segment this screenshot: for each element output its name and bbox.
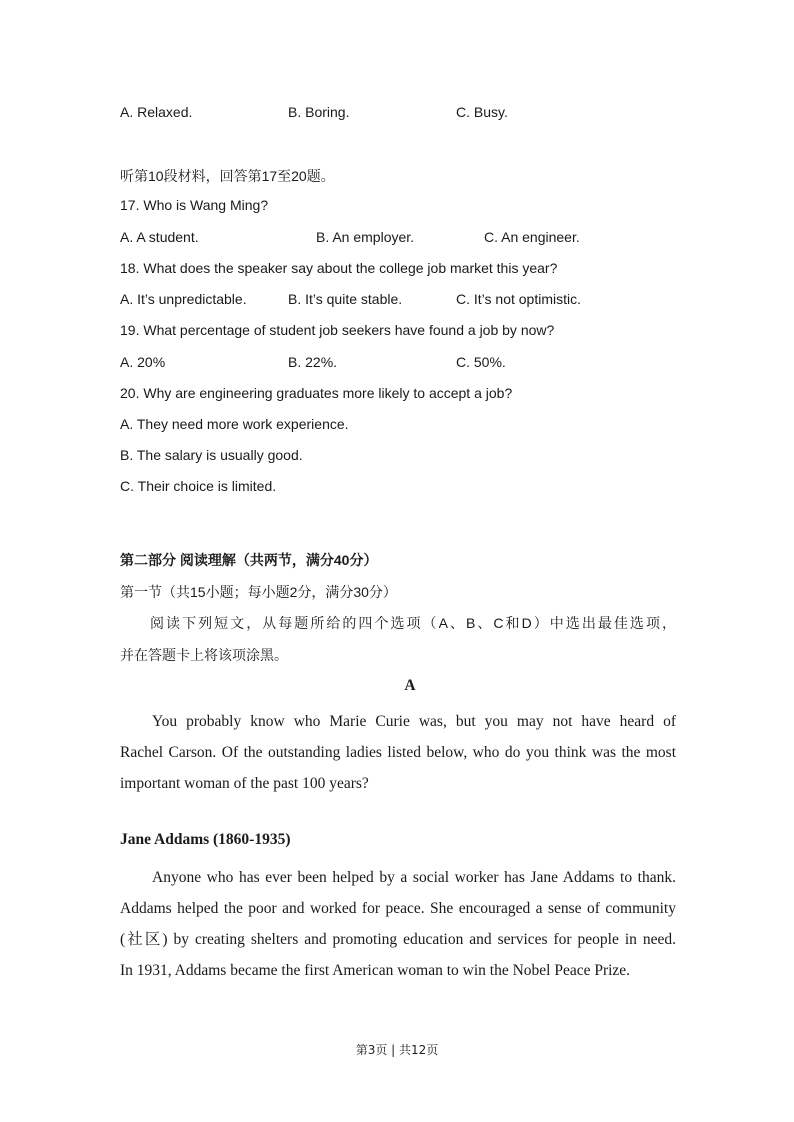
jane-line-3: (社区) by creating shelters and promoting education and services for people in need. (120, 931, 676, 948)
q20-option-c: C. Their choice is limited. (120, 478, 277, 494)
q18-option-c: C. It’s not optimistic. (456, 291, 582, 307)
intro-paragraph (120, 706, 676, 799)
section10-intro: 听第10段材料，回答第17至20题。 (120, 168, 335, 184)
jane-addams-heading: Jane Addams (1860-1935) (120, 831, 291, 848)
q19-option-a: A. 20% (120, 354, 166, 370)
q20-option-a: A. They need more work experience. (120, 416, 349, 432)
passage-label: A (404, 677, 416, 694)
q17-option-c: C. An engineer. (484, 229, 580, 245)
q20-option-b: B. The salary is usually good. (120, 447, 303, 463)
jane-line-2: Addams helped the poor and worked for peace. She encouraged a sense of community (120, 900, 676, 917)
q18-option-a: A. It’s unpredictable. (120, 291, 247, 307)
jane-addams-paragraph (120, 862, 676, 986)
q17-stem: 17. Who is Wang Ming? (120, 197, 269, 213)
q16-option-c: C. Busy. (456, 104, 508, 120)
q18-option-b: B. It’s quite stable. (288, 291, 403, 307)
intro-line-1: You probably know who Marie Curie was, but you may not have heard of (152, 713, 676, 730)
part2-title: 第二部分 阅读理解（共两节，满分40分） (120, 552, 378, 568)
section1-title: 第一节（共15小题；每小题2分，满分30分） (120, 584, 397, 600)
q19-stem: 19. What percentage of student job seekers have found a job by now? (120, 322, 555, 338)
q19-option-b: B. 22%. (288, 354, 338, 370)
jane-line-4: In 1931, Addams became the first American woman to win the Nobel Peace Prize. (120, 962, 631, 979)
instructions-line-2: 并在答题卡上将该项涂黑。 (120, 647, 288, 663)
q19-option-c: C. 50%. (456, 354, 506, 370)
q16-option-a: A. Relaxed. (120, 104, 193, 120)
q16-option-b: B. Boring. (288, 104, 350, 120)
intro-line-2: Rachel Carson. Of the outstanding ladies listed below, who do you think was the most (120, 744, 676, 761)
intro-line-3: important woman of the past 100 years? (120, 775, 369, 792)
jane-line-1: Anyone who has ever been helped by a social worker has Jane Addams to thank. (152, 869, 676, 886)
q20-stem: 20. Why are engineering graduates more likely to accept a job? (120, 385, 513, 401)
q17-option-a: A. A student. (120, 229, 199, 245)
instructions-line-1: 阅读下列短文，从每题所给的四个选项（A、B、C和D）中选出最佳选项， (150, 615, 676, 631)
q17-option-b: B. An employer. (316, 229, 415, 245)
q18-stem: 18. What does the speaker say about the college job market this year? (120, 260, 558, 276)
instructions (120, 613, 676, 633)
page-footer: 第3页 | 共12页 (355, 1043, 439, 1057)
